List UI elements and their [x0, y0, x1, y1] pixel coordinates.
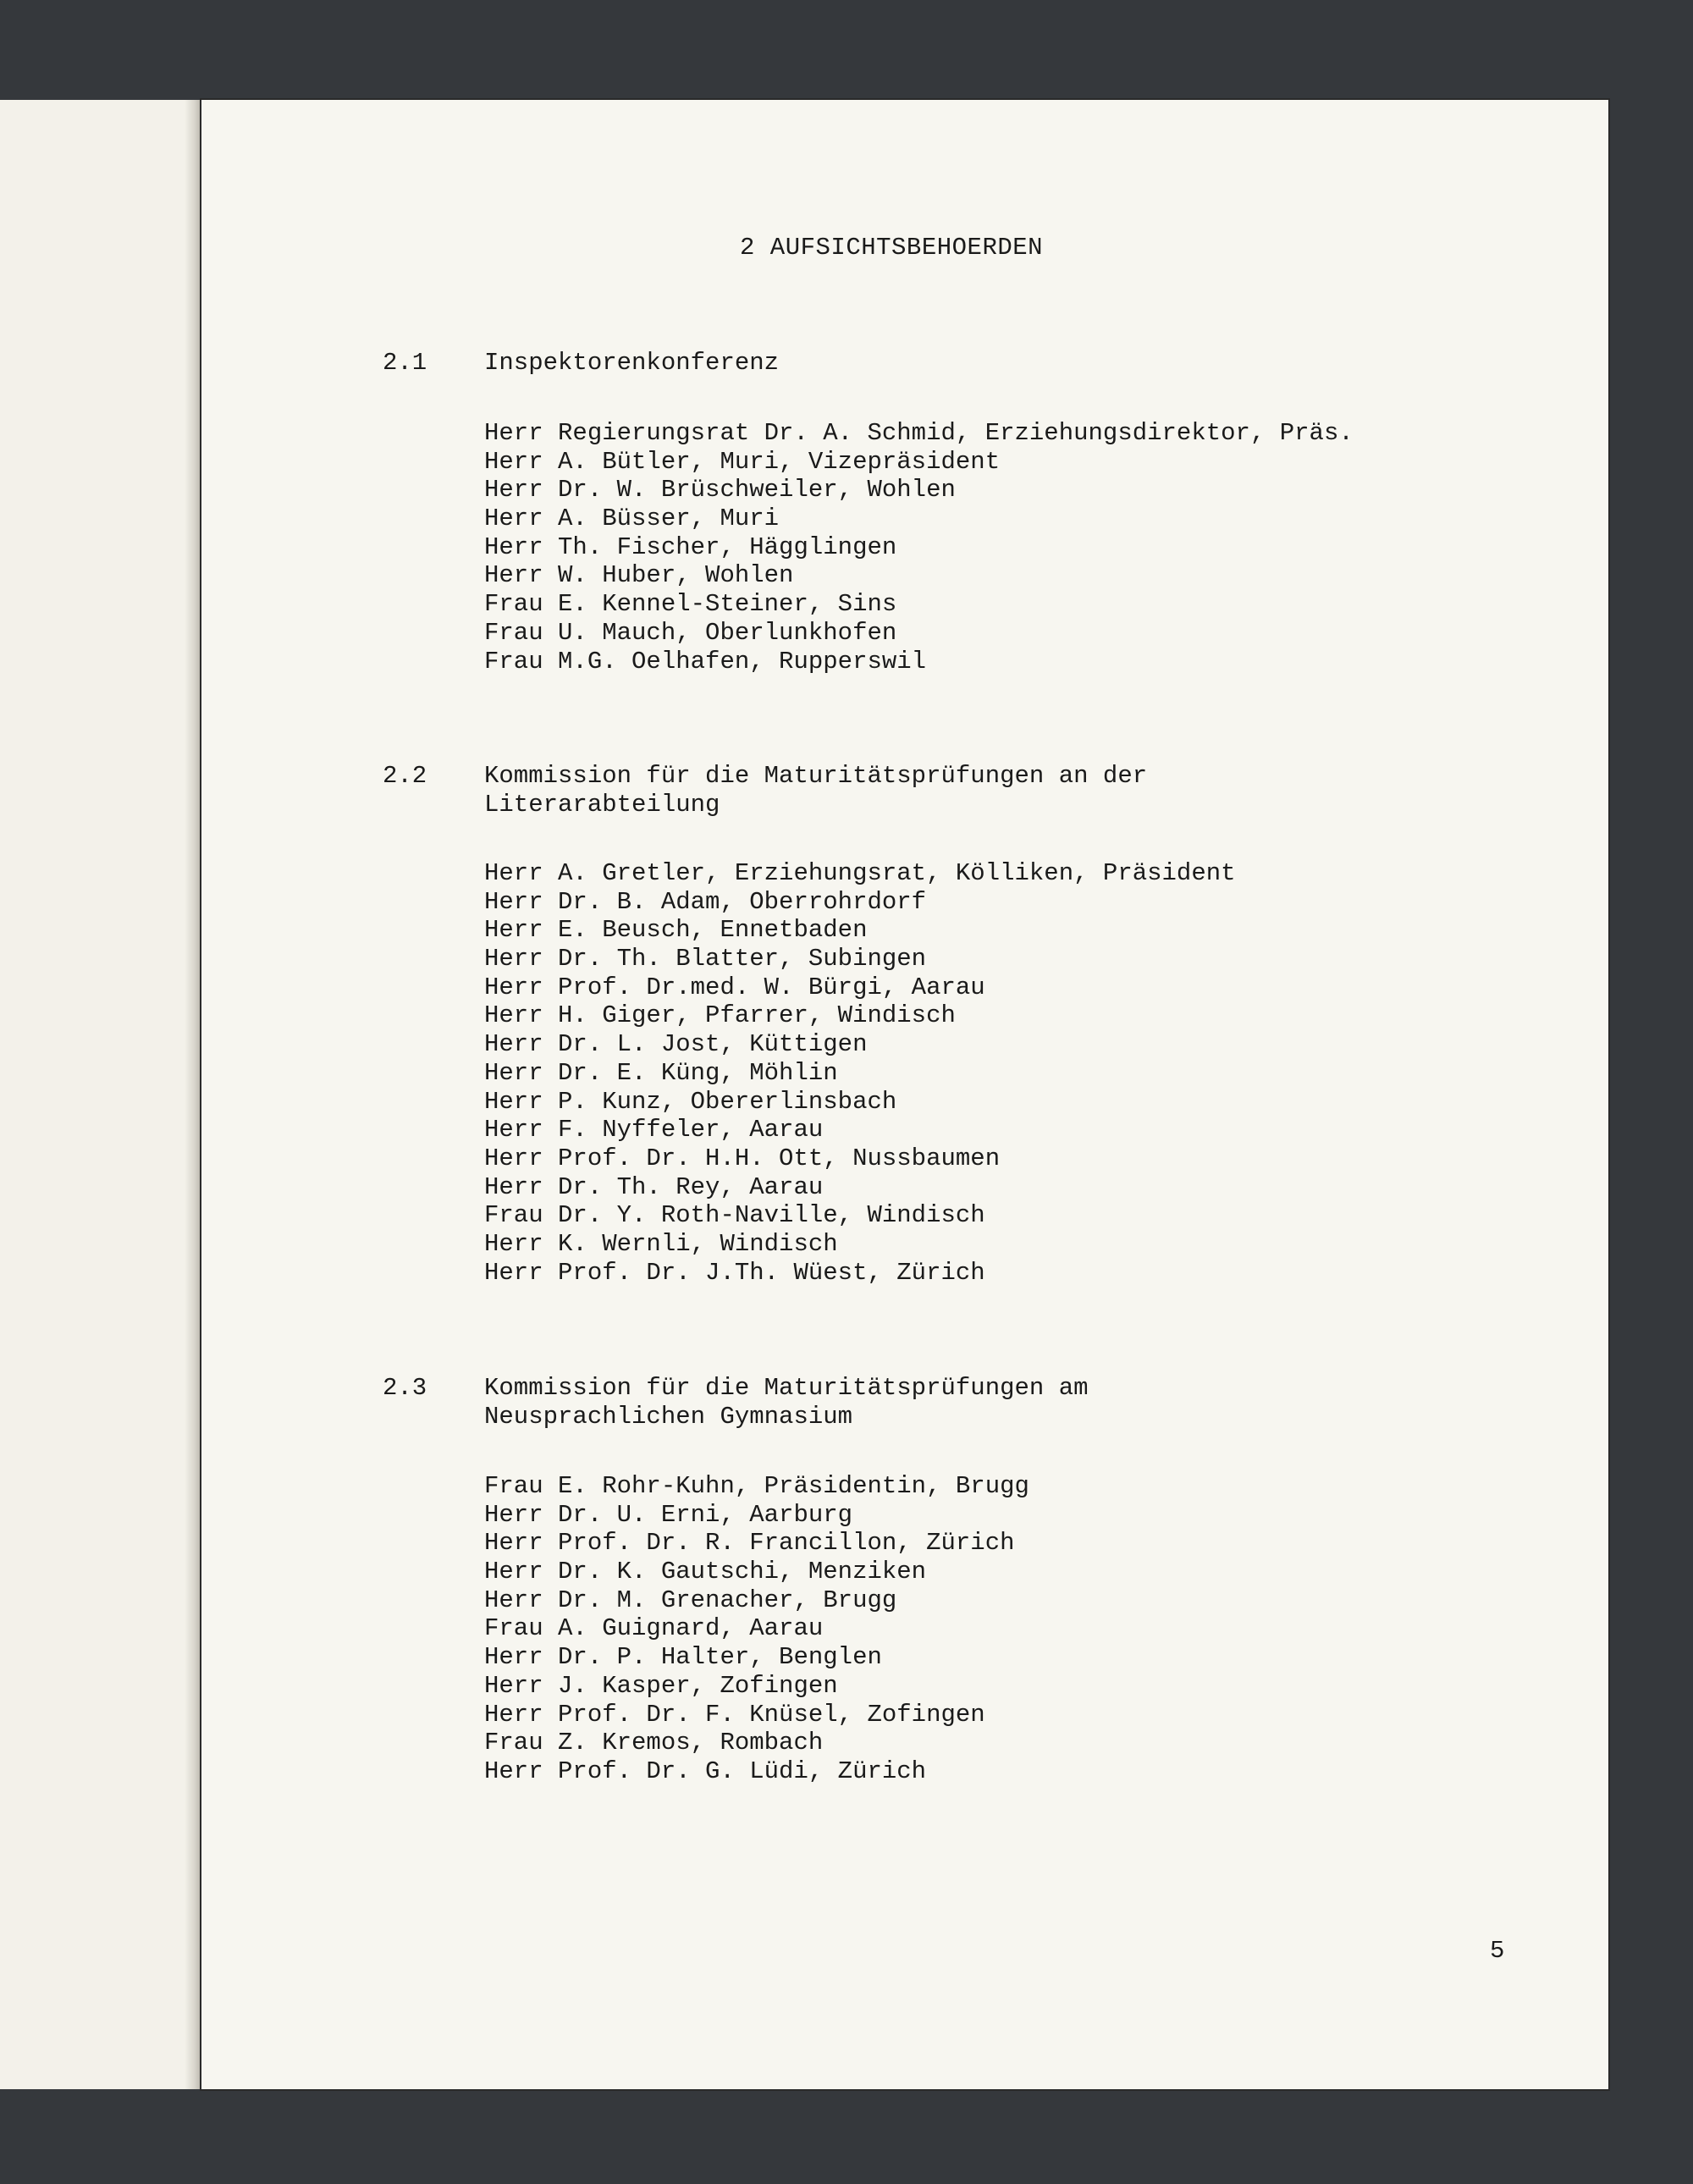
member-entry: Herr Dr. K. Gautschi, Menziken: [484, 1558, 927, 1586]
member-entry: Herr Prof. Dr.med. W. Bürgi, Aarau: [484, 973, 985, 1001]
page-heading: 2 AUFSICHTSBEHOERDEN: [740, 234, 1044, 262]
member-entry: Herr P. Kunz, Obererlinsbach: [484, 1087, 897, 1116]
member-entry: Herr Dr. E. Küng, Möhlin: [484, 1058, 838, 1087]
member-entry: Frau M.G. Oelhafen, Rupperswil: [484, 647, 927, 676]
member-entry: Herr Prof. Dr. F. Knüsel, Zofingen: [484, 1700, 985, 1729]
member-entry: Herr Dr. Th. Rey, Aarau: [484, 1172, 824, 1201]
member-list: [484, 419, 1354, 676]
member-entry: Herr F. Nyffeler, Aarau: [484, 1116, 824, 1144]
member-entry: Herr Prof. Dr. G. Lüdi, Zürich: [484, 1757, 927, 1785]
member-entry: Herr Prof. Dr. H.H. Ott, Nussbaumen: [484, 1144, 1001, 1172]
member-entry: Frau E. Kennel-Steiner, Sins: [484, 590, 897, 619]
member-entry: Herr Dr. L. Jost, Küttigen: [484, 1030, 868, 1059]
facing-page: [0, 100, 200, 2089]
member-entry: Herr Dr. M. Grenacher, Brugg: [484, 1586, 897, 1614]
member-entry: Frau Dr. Y. Roth-Naville, Windisch: [484, 1201, 985, 1230]
section-number: 2.3: [383, 1374, 427, 1402]
member-entry: Herr Dr. B. Adam, Oberrohrdorf: [484, 887, 927, 916]
member-entry: Herr Dr. U. Erni, Aarburg: [484, 1500, 853, 1529]
section-number: 2.2: [383, 762, 427, 790]
member-entry: Herr Dr. P. Halter, Benglen: [484, 1643, 882, 1672]
member-entry: Frau U. Mauch, Oberlunkhofen: [484, 618, 897, 647]
member-entry: Frau A. Guignard, Aarau: [484, 1614, 824, 1643]
section-number: 2.1: [383, 349, 427, 377]
member-entry: Herr W. Huber, Wohlen: [484, 561, 794, 590]
member-list: [484, 1472, 1029, 1786]
member-entry: Herr J. Kasper, Zofingen: [484, 1671, 838, 1700]
member-entry: Herr E. Beusch, Ennetbaden: [484, 916, 868, 945]
member-entry: Herr Regierungsrat Dr. A. Schmid, Erziehungsdirektor, Präs.: [484, 419, 1354, 447]
member-entry: Herr A. Gretler, Erziehungsrat, Kölliken, Präsident: [484, 859, 1236, 887]
member-entry: Herr Dr. Th. Blatter, Subingen: [484, 945, 927, 973]
member-entry: Frau Z. Kremos, Rombach: [484, 1729, 824, 1757]
section-title: Inspektorenkonferenz: [484, 349, 780, 377]
page-number: 5: [1490, 1937, 1505, 1965]
section-title: Kommission für die Maturitätsprüfungen an der Literarabteilung: [484, 762, 1148, 819]
book-spine: [185, 100, 201, 2089]
document-page: [201, 100, 1608, 2089]
member-entry: Herr K. Wernli, Windisch: [484, 1229, 838, 1258]
member-entry: Herr A. Bütler, Muri, Vizepräsident: [484, 447, 1001, 476]
member-entry: Herr Prof. Dr. J.Th. Wüest, Zürich: [484, 1258, 985, 1287]
section-title: Kommission für die Maturitätsprüfungen am Neusprachlichen Gymnasium: [484, 1374, 1089, 1431]
member-entry: Herr H. Giger, Pfarrer, Windisch: [484, 1001, 956, 1030]
member-entry: Frau E. Rohr-Kuhn, Präsidentin, Brugg: [484, 1472, 1029, 1500]
member-entry: Herr A. Büsser, Muri: [484, 505, 780, 533]
member-entry: Herr Prof. Dr. R. Francillon, Zürich: [484, 1529, 1015, 1558]
member-entry: Herr Dr. W. Brüschweiler, Wohlen: [484, 476, 956, 505]
member-list: [484, 859, 1236, 1287]
member-entry: Herr Th. Fischer, Hägglingen: [484, 532, 897, 561]
